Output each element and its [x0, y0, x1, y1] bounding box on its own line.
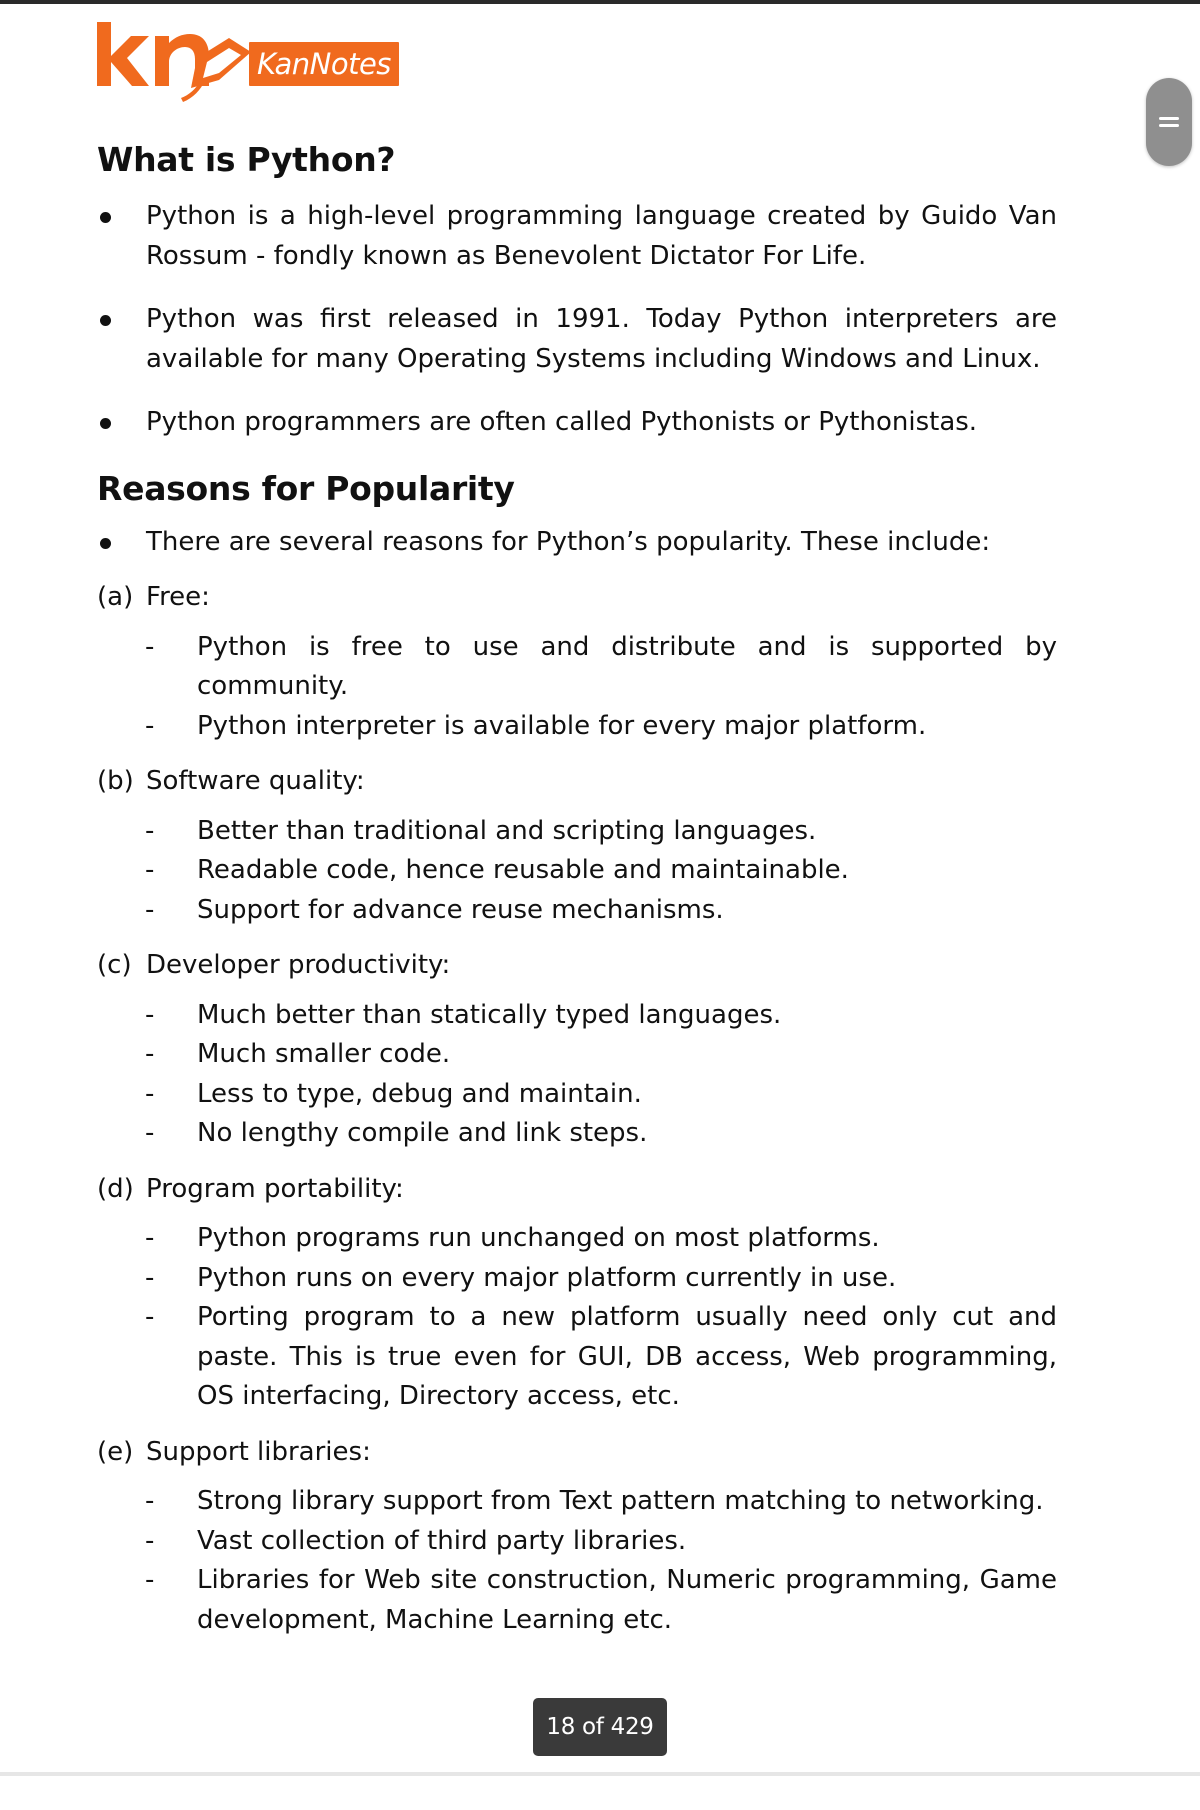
- list-item: - Much smaller code.: [97, 1035, 1057, 1075]
- section-program-portability-list: [97, 1219, 1057, 1417]
- list-item: - No lengthy compile and link steps.: [97, 1114, 1057, 1154]
- list-item: Python programmers are often called Pythonists or Pythonistas.: [97, 403, 1057, 443]
- scroll-handle[interactable]: [1146, 78, 1192, 166]
- kannotes-logo: [97, 18, 1053, 104]
- reasons-intro-list: [97, 523, 1053, 563]
- list-item: - Python programs run unchanged on most platforms.: [97, 1219, 1057, 1259]
- list-item: - Porting program to a new platform usually need only cut and paste. This is true even for GUI, DB access, Web programming, OS interfacing, Directory access, etc.: [97, 1298, 1057, 1417]
- section-developer-productivity: [97, 946, 1053, 986]
- section-free-list: [97, 628, 1057, 747]
- drag-handle-icon: [1159, 124, 1179, 127]
- list-item: - Much better than statically typed languages.: [97, 996, 1057, 1036]
- page-counter: 18 of 429: [533, 1698, 667, 1756]
- list-item: Python is a high-level programming language created by Guido Van Rossum - fondly known as Benevolent Dictator For Life.: [97, 197, 1057, 276]
- drag-handle-icon: [1159, 117, 1179, 120]
- section-support-libraries-list: [97, 1482, 1057, 1640]
- section-letter: (d): [97, 1173, 134, 1204]
- section-title: Software quality:: [146, 766, 365, 796]
- list-item: Python was first released in 1991. Today Python interpreters are available for many Operating Systems including Windows and Linux.: [97, 300, 1057, 379]
- list-item: - Less to type, debug and maintain.: [97, 1075, 1057, 1115]
- list-item: - Libraries for Web site construction, Numeric programming, Game development, Machine Learning etc.: [97, 1561, 1057, 1640]
- list-item: - Python is free to use and distribute and is supported by community.: [97, 628, 1057, 707]
- bottom-border: [0, 1772, 1200, 1776]
- list-item: - Readable code, hence reusable and maintainable.: [97, 851, 1057, 891]
- list-item: - Strong library support from Text pattern matching to networking.: [97, 1482, 1057, 1522]
- list-item: - Support for advance reuse mechanisms.: [97, 891, 1057, 931]
- top-border: [0, 0, 1200, 4]
- what-is-python-list: [97, 197, 1057, 443]
- section-software-quality-list: [97, 812, 1053, 931]
- list-item: - Vast collection of third party libraries.: [97, 1522, 1057, 1562]
- list-item: - Better than traditional and scripting languages.: [97, 812, 1057, 852]
- section-letter: (b): [97, 766, 134, 796]
- section-letter: (c): [97, 950, 132, 980]
- section-title: Program portability:: [146, 1173, 404, 1204]
- logo-badge-text: KanNotes: [249, 42, 399, 86]
- kn-logo-mark-icon: [97, 18, 257, 104]
- section-free: [97, 578, 1053, 618]
- section-software-quality: [97, 762, 1053, 802]
- section-title: Support libraries:: [146, 1436, 371, 1467]
- section-title: Free:: [146, 582, 210, 612]
- section-title: Developer productivity:: [146, 950, 451, 980]
- list-item: - Python interpreter is available for every major platform.: [97, 707, 1057, 747]
- document-page: [97, 18, 1057, 1640]
- section-letter: (e): [97, 1436, 134, 1467]
- heading-reasons-for-popularity: Reasons for Popularity: [97, 468, 515, 508]
- list-item: - Python runs on every major platform currently in use.: [97, 1259, 1057, 1299]
- section-developer-productivity-list: [97, 996, 1053, 1154]
- section-program-portability: [97, 1170, 1053, 1210]
- section-support-libraries: [97, 1433, 1053, 1473]
- section-letter: (a): [97, 582, 134, 612]
- heading-what-is-python: What is Python?: [97, 140, 396, 179]
- list-item: There are several reasons for Python’s popularity. These include:: [97, 523, 1057, 563]
